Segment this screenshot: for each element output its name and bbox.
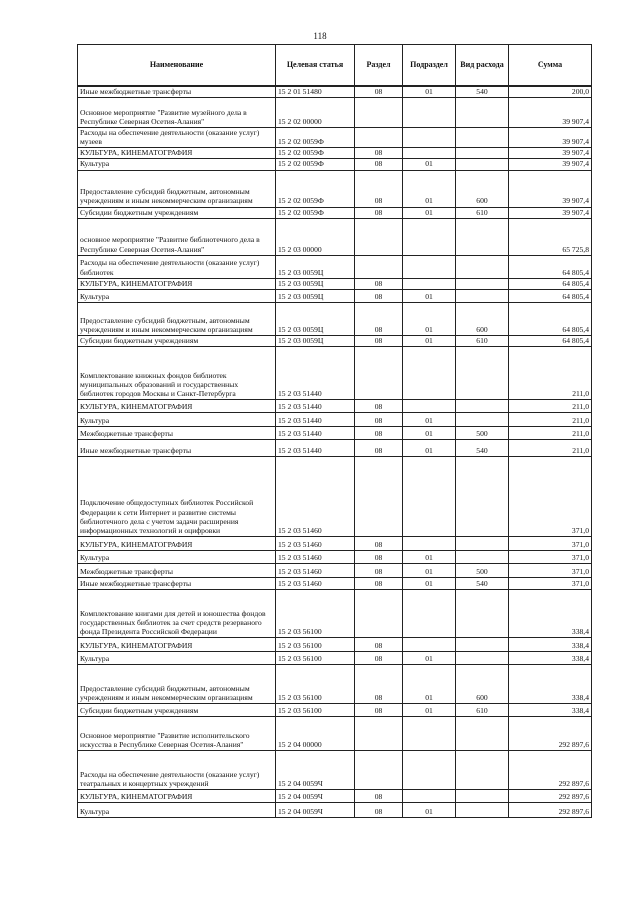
cell-name: Культура xyxy=(78,159,276,170)
cell-name: Межбюджетные трансферты xyxy=(78,563,276,577)
cell-code: 15 2 03 51440 xyxy=(276,439,355,456)
cell-name: КУЛЬТУРА, КИНЕМАТОГРАФИЯ xyxy=(78,789,276,802)
cell-type xyxy=(456,128,509,148)
table-row xyxy=(78,456,592,536)
cell-name: Культура xyxy=(78,289,276,302)
cell-sum: 338,4 xyxy=(509,703,592,716)
cell-code: 15 2 03 56100 xyxy=(276,589,355,637)
cell-type xyxy=(456,399,509,412)
cell-subsection: 01 xyxy=(403,802,456,817)
cell-code: 15 2 03 0059Ц xyxy=(276,335,355,346)
cell-name: Предоставление субсидий бюджетным, автономным учреждениям и иным некоммерческим организациям xyxy=(78,302,276,335)
table-row xyxy=(78,289,592,302)
cell-name: Иные межбюджетные трансферты xyxy=(78,439,276,456)
cell-section: 08 xyxy=(355,439,403,456)
cell-section xyxy=(355,218,403,255)
cell-name: Комплектование книжных фондов библиотек муниципальных образований и государственных библиотек городов Москвы и Санкт-Петербурга xyxy=(78,346,276,399)
cell-section: 08 xyxy=(355,664,403,703)
cell-name: Культура xyxy=(78,412,276,426)
cell-sum: 200,0 xyxy=(509,86,592,98)
cell-subsection xyxy=(403,637,456,651)
cell-subsection xyxy=(403,456,456,536)
cell-subsection: 01 xyxy=(403,651,456,664)
cell-type xyxy=(456,802,509,817)
cell-sum: 371,0 xyxy=(509,577,592,589)
cell-sum: 211,0 xyxy=(509,412,592,426)
cell-sum: 338,4 xyxy=(509,664,592,703)
table-row xyxy=(78,637,592,651)
cell-subsection: 01 xyxy=(403,703,456,716)
cell-section xyxy=(355,589,403,637)
table-row xyxy=(78,664,592,703)
cell-name: основное мероприятие "Развитие библиотечного дела в Республике Северная Осетия-Алания" xyxy=(78,218,276,255)
cell-code: 15 2 03 56100 xyxy=(276,664,355,703)
table-row xyxy=(78,335,592,346)
cell-type xyxy=(456,589,509,637)
cell-code: 15 2 03 56100 xyxy=(276,703,355,716)
cell-subsection: 01 xyxy=(403,664,456,703)
cell-type: 600 xyxy=(456,302,509,335)
cell-sum: 292 897,6 xyxy=(509,789,592,802)
cell-section xyxy=(355,128,403,148)
cell-section xyxy=(355,456,403,536)
table-row xyxy=(78,278,592,289)
cell-subsection: 01 xyxy=(403,207,456,218)
cell-name: Предоставление субсидий бюджетным, автономным учреждениям и иным некоммерческим организациям xyxy=(78,664,276,703)
table-row xyxy=(78,536,592,550)
cell-code: 15 2 03 51460 xyxy=(276,550,355,563)
cell-subsection: 01 xyxy=(403,86,456,98)
cell-section: 08 xyxy=(355,651,403,664)
table-row xyxy=(78,789,592,802)
cell-sum: 64 805,4 xyxy=(509,255,592,278)
cell-sum: 211,0 xyxy=(509,399,592,412)
cell-subsection: 01 xyxy=(403,550,456,563)
cell-section: 08 xyxy=(355,302,403,335)
cell-code: 15 2 03 0059Ц xyxy=(276,278,355,289)
table-row xyxy=(78,802,592,817)
cell-name: КУЛЬТУРА, КИНЕМАТОГРАФИЯ xyxy=(78,637,276,651)
cell-sum: 338,4 xyxy=(509,651,592,664)
cell-subsection xyxy=(403,148,456,159)
cell-sum: 371,0 xyxy=(509,563,592,577)
table-row xyxy=(78,412,592,426)
cell-name: КУЛЬТУРА, КИНЕМАТОГРАФИЯ xyxy=(78,278,276,289)
cell-type: 600 xyxy=(456,170,509,207)
cell-name: Комплектование книгами для детей и юношества фондов государственных библиотек за счет средств резерваного фонда Президента Российской Федерации xyxy=(78,589,276,637)
cell-subsection xyxy=(403,399,456,412)
table-row xyxy=(78,716,592,750)
cell-section xyxy=(355,255,403,278)
cell-type: 540 xyxy=(456,439,509,456)
cell-section: 08 xyxy=(355,170,403,207)
cell-name: Межбюджетные трансферты xyxy=(78,426,276,439)
cell-code: 15 2 03 0059Ц xyxy=(276,255,355,278)
cell-sum: 338,4 xyxy=(509,637,592,651)
cell-name: Подключение общедоступных библиотек Российской Федерации к сети Интернет и развитие системы библиотечного дела с учетом задачи расширения информационных технологий и оцифровки xyxy=(78,456,276,536)
cell-type xyxy=(456,651,509,664)
cell-type xyxy=(456,789,509,802)
cell-section: 08 xyxy=(355,550,403,563)
cell-sum: 292 897,6 xyxy=(509,750,592,789)
table-row xyxy=(78,148,592,159)
cell-subsection xyxy=(403,98,456,128)
cell-subsection xyxy=(403,218,456,255)
cell-subsection xyxy=(403,128,456,148)
cell-code: 15 2 03 0059Ц xyxy=(276,289,355,302)
cell-type xyxy=(456,346,509,399)
cell-sum: 39 907,4 xyxy=(509,159,592,170)
cell-code: 15 2 03 56100 xyxy=(276,637,355,651)
cell-type xyxy=(456,159,509,170)
cell-code: 15 2 04 0059Ч xyxy=(276,750,355,789)
cell-type: 610 xyxy=(456,335,509,346)
cell-sum: 211,0 xyxy=(509,439,592,456)
column-header-section: Раздел xyxy=(355,45,403,87)
cell-subsection xyxy=(403,346,456,399)
cell-type: 610 xyxy=(456,207,509,218)
table-body xyxy=(78,86,592,817)
cell-type xyxy=(456,412,509,426)
cell-code: 15 2 03 51460 xyxy=(276,456,355,536)
table-row xyxy=(78,439,592,456)
cell-code: 15 2 03 51440 xyxy=(276,426,355,439)
cell-sum: 211,0 xyxy=(509,346,592,399)
cell-type xyxy=(456,750,509,789)
cell-section xyxy=(355,750,403,789)
cell-subsection: 01 xyxy=(403,412,456,426)
table-row xyxy=(78,128,592,148)
cell-section: 08 xyxy=(355,399,403,412)
table-row xyxy=(78,563,592,577)
cell-name: Иные межбюджетные трансферты xyxy=(78,86,276,98)
cell-subsection: 01 xyxy=(403,302,456,335)
table-row xyxy=(78,255,592,278)
column-header-subsection: Подраздел xyxy=(403,45,456,87)
cell-code: 15 2 04 0059Ч xyxy=(276,802,355,817)
column-header-code: Целевая статья xyxy=(276,45,355,87)
cell-subsection: 01 xyxy=(403,335,456,346)
cell-section: 08 xyxy=(355,289,403,302)
cell-code: 15 2 04 00000 xyxy=(276,716,355,750)
cell-sum: 39 907,4 xyxy=(509,207,592,218)
cell-section: 08 xyxy=(355,637,403,651)
cell-sum: 371,0 xyxy=(509,456,592,536)
cell-section: 08 xyxy=(355,577,403,589)
cell-name: КУЛЬТУРА, КИНЕМАТОГРАФИЯ xyxy=(78,536,276,550)
cell-name: Предоставление субсидий бюджетным, автономным учреждениям и иным некоммерческим организациям xyxy=(78,170,276,207)
cell-code: 15 2 03 51460 xyxy=(276,536,355,550)
cell-subsection xyxy=(403,789,456,802)
cell-sum: 64 805,4 xyxy=(509,278,592,289)
cell-sum: 64 805,4 xyxy=(509,302,592,335)
table-row xyxy=(78,218,592,255)
cell-code: 15 2 03 51440 xyxy=(276,412,355,426)
cell-section: 08 xyxy=(355,536,403,550)
cell-code: 15 2 03 51460 xyxy=(276,577,355,589)
cell-section: 08 xyxy=(355,86,403,98)
cell-name: Основное мероприятие "Развитие музейного дела в Республике Северная Осетия-Алания" xyxy=(78,98,276,128)
cell-subsection: 01 xyxy=(403,289,456,302)
cell-sum: 292 897,6 xyxy=(509,802,592,817)
table-row xyxy=(78,159,592,170)
cell-code: 15 2 03 51460 xyxy=(276,563,355,577)
cell-code: 15 2 03 00000 xyxy=(276,218,355,255)
cell-section: 08 xyxy=(355,426,403,439)
cell-name: Расходы на обеспечение деятельности (оказание услуг) музеев xyxy=(78,128,276,148)
cell-sum: 64 805,4 xyxy=(509,289,592,302)
cell-section: 08 xyxy=(355,563,403,577)
cell-name: Культура xyxy=(78,802,276,817)
cell-code: 15 2 03 51440 xyxy=(276,346,355,399)
cell-section: 08 xyxy=(355,148,403,159)
cell-type xyxy=(456,536,509,550)
cell-type xyxy=(456,255,509,278)
cell-subsection xyxy=(403,589,456,637)
cell-subsection xyxy=(403,278,456,289)
page-number: 118 xyxy=(313,31,327,41)
cell-name: Культура xyxy=(78,651,276,664)
cell-code: 15 2 04 0059Ч xyxy=(276,789,355,802)
cell-name: КУЛЬТУРА, КИНЕМАТОГРАФИЯ xyxy=(78,399,276,412)
cell-subsection: 01 xyxy=(403,563,456,577)
table-row xyxy=(78,550,592,563)
cell-sum: 64 805,4 xyxy=(509,335,592,346)
cell-type: 540 xyxy=(456,86,509,98)
cell-code: 15 2 03 56100 xyxy=(276,651,355,664)
cell-name: Субсидии бюджетным учреждениям xyxy=(78,207,276,218)
cell-type xyxy=(456,456,509,536)
cell-name: Расходы на обеспечение деятельности (оказание услуг) театральных и концертных учреждений xyxy=(78,750,276,789)
cell-subsection xyxy=(403,536,456,550)
cell-sum: 39 907,4 xyxy=(509,170,592,207)
cell-code: 15 2 03 51440 xyxy=(276,399,355,412)
cell-type: 600 xyxy=(456,664,509,703)
cell-subsection: 01 xyxy=(403,170,456,207)
cell-subsection: 01 xyxy=(403,439,456,456)
table-header xyxy=(78,45,592,87)
cell-sum: 65 725,8 xyxy=(509,218,592,255)
cell-type xyxy=(456,98,509,128)
cell-type: 500 xyxy=(456,426,509,439)
table-row xyxy=(78,589,592,637)
cell-subsection xyxy=(403,716,456,750)
cell-name: Субсидии бюджетным учреждениям xyxy=(78,703,276,716)
cell-name: Субсидии бюджетным учреждениям xyxy=(78,335,276,346)
cell-sum: 338,4 xyxy=(509,589,592,637)
table-row xyxy=(78,346,592,399)
table-row xyxy=(78,703,592,716)
cell-name: КУЛЬТУРА, КИНЕМАТОГРАФИЯ xyxy=(78,148,276,159)
table-row xyxy=(78,426,592,439)
cell-subsection: 01 xyxy=(403,426,456,439)
cell-section: 08 xyxy=(355,412,403,426)
cell-name: Иные межбюджетные трансферты xyxy=(78,577,276,589)
column-header-type: Вид расхода xyxy=(456,45,509,87)
cell-section xyxy=(355,716,403,750)
cell-section: 08 xyxy=(355,335,403,346)
cell-section xyxy=(355,98,403,128)
cell-sum: 39 907,4 xyxy=(509,128,592,148)
cell-code: 15 2 03 0059Ц xyxy=(276,302,355,335)
column-header-name: Наименование xyxy=(78,45,276,87)
cell-type xyxy=(456,148,509,159)
cell-sum: 39 907,4 xyxy=(509,148,592,159)
budget-table xyxy=(77,44,592,818)
cell-code: 15 2 02 0059Ф xyxy=(276,207,355,218)
cell-subsection: 01 xyxy=(403,159,456,170)
column-header-sum: Сумма xyxy=(509,45,592,87)
cell-sum: 39 907,4 xyxy=(509,98,592,128)
cell-type xyxy=(456,637,509,651)
cell-type: 610 xyxy=(456,703,509,716)
cell-sum: 371,0 xyxy=(509,550,592,563)
cell-subsection xyxy=(403,255,456,278)
cell-name: Культура xyxy=(78,550,276,563)
cell-section: 08 xyxy=(355,789,403,802)
cell-code: 15 2 02 0059Ф xyxy=(276,159,355,170)
cell-section: 08 xyxy=(355,802,403,817)
cell-type: 540 xyxy=(456,577,509,589)
cell-type xyxy=(456,289,509,302)
cell-name: Основное мероприятие "Развитие исполнительского искусства в Республике Северная Осетия-Алания" xyxy=(78,716,276,750)
table-row xyxy=(78,98,592,128)
cell-name: Расходы на обеспечение деятельности (оказание услуг) библиотек xyxy=(78,255,276,278)
cell-sum: 211,0 xyxy=(509,426,592,439)
cell-code: 15 2 02 0059Ф xyxy=(276,148,355,159)
cell-code: 15 2 02 00000 xyxy=(276,98,355,128)
cell-section: 08 xyxy=(355,207,403,218)
cell-subsection xyxy=(403,750,456,789)
cell-code: 15 2 02 0059Ф xyxy=(276,170,355,207)
table-row xyxy=(78,399,592,412)
cell-type xyxy=(456,278,509,289)
table-row xyxy=(78,86,592,98)
table-row xyxy=(78,651,592,664)
table-row xyxy=(78,302,592,335)
cell-subsection: 01 xyxy=(403,577,456,589)
table-row xyxy=(78,170,592,207)
cell-code: 15 2 01 51480 xyxy=(276,86,355,98)
cell-sum: 292 897,6 xyxy=(509,716,592,750)
cell-type xyxy=(456,218,509,255)
table-row xyxy=(78,750,592,789)
cell-type xyxy=(456,716,509,750)
cell-code: 15 2 02 0059Ф xyxy=(276,128,355,148)
cell-section: 08 xyxy=(355,703,403,716)
table-row xyxy=(78,577,592,589)
cell-section: 08 xyxy=(355,159,403,170)
cell-type xyxy=(456,550,509,563)
cell-section: 08 xyxy=(355,278,403,289)
cell-type: 500 xyxy=(456,563,509,577)
cell-section xyxy=(355,346,403,399)
table-row xyxy=(78,207,592,218)
cell-sum: 371,0 xyxy=(509,536,592,550)
